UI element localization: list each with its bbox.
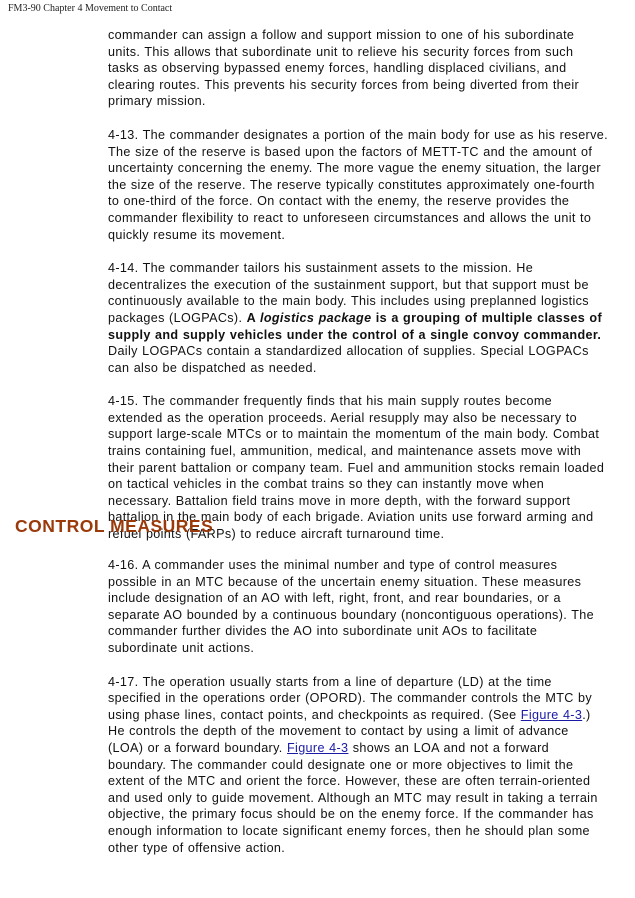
figure-link[interactable]: Figure 4-3 (287, 740, 349, 755)
paragraph (108, 127, 608, 243)
paragraph (108, 27, 608, 110)
text-run: 4-15. The commander frequently finds that his main supply routes become extended as the operation proceeds. Aerial resupply may also be necessary to support large-scale MTCs or to maintain the momentum of the main body. Combat trains containing fuel, ammunition, medical, and maintenance assets move with their parent battalion or company team. Fuel and ammunition stocks remain loaded on tactical vehicles in the combat trains so they can instantly move when necessary. Battalion field trains move in more depth, with the forward support battalion in the main body of each brigade. Aviation units use forward arming and refuel points (FARPs) to reduce aircraft turnaround time. (108, 394, 605, 542)
text-run: 4-13. The commander designates a portion of the main body for use as his reserve. The size of the reserve is based upon the factors of METT-TC and the amount of uncertainty concerning the enemy. The more vague the enemy situation, the larger the size of the reserve. The reserve typically constitutes approximately one-fourth to one-third of the force. On contact with the enemy, the reserve provides the commander flexibility to react to unforeseen circumstances and allows the unit to quickly resume its movement. (108, 127, 608, 242)
section-heading: CONTROL MEASURES (15, 516, 214, 536)
text-run: .) He controls the depth of the movement to contact by using a limit of advance (LOA) or a forward boundary. (108, 707, 591, 755)
text-run: shows an LOA and not a forward boundary. The commander could designate one or more objectives to limit the extent of the MTC and orient the force. However, these are often terrain-oriented and used only to guide movement. Although an MTC may result in taking a terrain objective, the primary focus should be on the enemy force. If the commander has enough information to locate significant enemy forces, then he should plan some other type of offensive action. (108, 740, 598, 855)
section-body-1 (108, 27, 608, 560)
paragraph (108, 674, 608, 857)
text-run: A (246, 310, 260, 325)
section-body-2 (108, 557, 608, 873)
text-run: is a grouping of multiple classes of supply and supply vehicles under the control of a single convoy commander. (108, 310, 603, 342)
text-run: commander can assign a follow and support mission to one of his subordinate units. This allows that subordinate unit to relieve his security forces from such tasks as observing bypassed enemy forces, handling displaced civilians, and clearing routes. This prevents his security forces from being diverted from their primary mission. (108, 28, 580, 109)
text-run: Daily LOGPACs contain a standardized allocation of supplies. Special LOGPACs can also be dispatched as needed. (108, 344, 589, 375)
paragraph (108, 557, 608, 657)
text-run: logistics package (259, 310, 372, 325)
text-run: 4-16. A commander uses the minimal number and type of control measures possible in an MTC because of the uncertain enemy situation. These measures include designation of an AO with left, right, front, and rear boundaries, or a separate AO bounded by a continuous boundary (noncontiguous operations). The commander further divides the AO into subordinate unit AOs to facilitate subordinate unit actions. (108, 558, 594, 655)
text-run: 4-14. The commander tailors his sustainment assets to the mission. He decentralizes the execution of the sustainment support, but that support must be continuously available to the main body. This includes using preplanned logistics packages (LOGPACs). (108, 261, 589, 325)
page-header: FM3-90 Chapter 4 Movement to Contact (8, 3, 173, 14)
paragraph (108, 260, 608, 376)
figure-link[interactable]: Figure 4-3 (520, 707, 583, 722)
text-run: 4-17. The operation usually starts from a line of departure (LD) at the time specified in the operations order (OPORD). The commander controls the MTC by using phase lines, contact points, and checkpoints as required. (See (108, 674, 593, 722)
